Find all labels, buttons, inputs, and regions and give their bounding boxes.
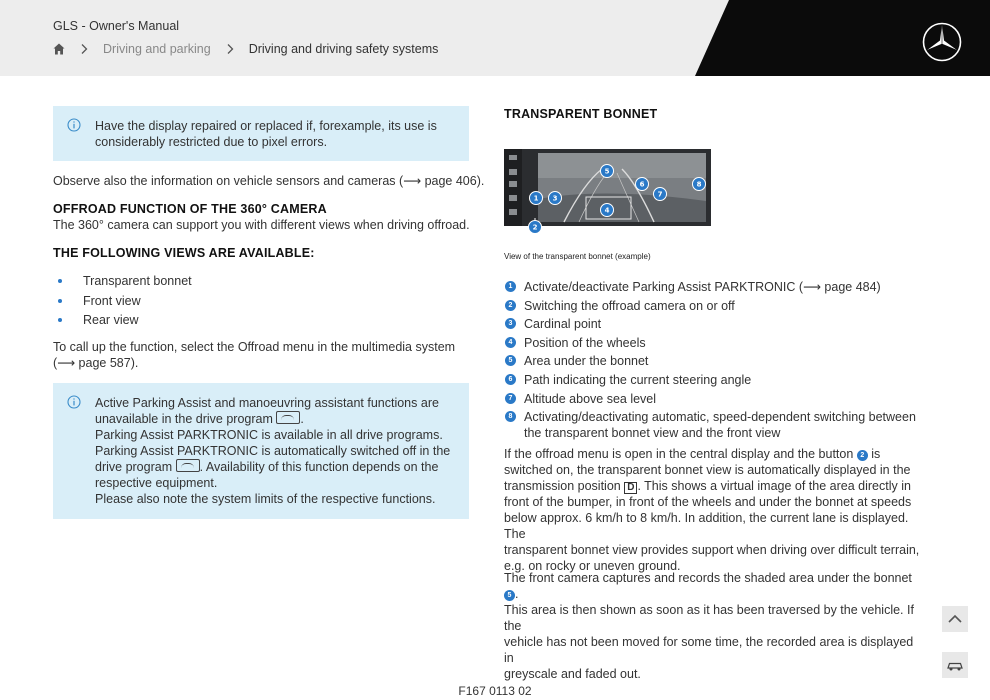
note-line: Active Parking Assist and manoeuvring assistant functions are <box>95 396 439 410</box>
info-icon <box>67 118 81 132</box>
note-line: respective equipment. <box>95 476 218 490</box>
legend-text: Activating/deactivating automatic, speed-dependent switching between <box>524 410 916 425</box>
svg-text:7: 7 <box>657 190 663 199</box>
svg-text:5: 5 <box>604 167 610 176</box>
callout-number: 1 <box>505 281 516 292</box>
callout-number: 8 <box>505 411 516 422</box>
offroad-text: The 360° camera can support you with different views when driving offroad. <box>53 218 470 232</box>
image-reference-code: F167 0113 02 <box>458 684 532 698</box>
callout-number: 4 <box>505 337 516 348</box>
note-line: Parking Assist PARKTRONIC is available in all drive programs. <box>95 428 443 442</box>
svg-text:4: 4 <box>604 206 610 215</box>
para-line: switched on, the transparent bonnet view is automatically displayed in the <box>504 463 911 477</box>
para-text: transmission position <box>504 479 621 493</box>
para-text: is <box>871 447 881 461</box>
callout-number: 6 <box>505 374 516 385</box>
note-line: Parking Assist PARKTRONIC is automatically switched off in the <box>95 444 451 458</box>
note-line: considerably restricted due to pixel errors. <box>95 135 328 149</box>
observe-text: Observe also the information on vehicle sensors and cameras (⟶ page 406). <box>53 174 485 188</box>
list-item: Front view <box>53 293 192 309</box>
callout-number: 2 <box>505 300 516 311</box>
list-item: Transparent bonnet <box>53 273 192 289</box>
transparent-bonnet-heading: TRANSPARENT BONNET <box>504 107 658 121</box>
svg-text:1: 1 <box>533 194 539 203</box>
note-text: drive program <box>95 460 173 474</box>
scroll-to-top-button[interactable] <box>942 606 968 632</box>
chevron-right-icon <box>79 43 89 55</box>
header-black-panel <box>0 0 990 76</box>
para-line <box>504 446 924 462</box>
callout-number: 5 <box>504 590 515 601</box>
breadcrumb-driving-safety-systems[interactable]: Driving and driving safety systems <box>248 42 439 56</box>
page-header <box>0 0 990 76</box>
callup-text <box>53 339 455 371</box>
list-item <box>504 372 924 388</box>
offroad-drive-program-icon <box>276 411 300 424</box>
list-item <box>504 279 924 295</box>
views-heading: THE FOLLOWING VIEWS ARE AVAILABLE: <box>53 246 315 260</box>
para-text: The front camera captures and records the shaded area under the bonnet <box>504 571 912 585</box>
mercedes-star-logo <box>922 22 962 62</box>
callup-line: (⟶ page 587). <box>53 356 139 370</box>
para-line: e.g. on rocky or uneven ground. <box>504 559 681 573</box>
vehicle-menu-button[interactable] <box>942 652 968 678</box>
list-item <box>504 409 924 441</box>
legend-text: Area under the bonnet <box>524 354 649 369</box>
note-line <box>95 459 451 475</box>
legend-text: Cardinal point <box>524 317 602 332</box>
callout-number: 5 <box>505 355 516 366</box>
offroad-heading: OFFROAD FUNCTION OF THE 360° CAMERA <box>53 202 327 216</box>
svg-text:3: 3 <box>552 194 558 203</box>
info-note-parking <box>53 383 469 519</box>
para-line: below approx. 6 km/h to 8 km/h. In addition, the current lane is displayed. The <box>504 511 909 541</box>
legend-text: Altitude above sea level <box>524 391 657 406</box>
list-item <box>504 353 924 369</box>
list-item: Rear view <box>53 312 192 328</box>
front-camera-paragraph <box>504 570 924 682</box>
note-text: unavailable in the drive program <box>95 412 273 426</box>
list-item <box>504 316 924 332</box>
para-line <box>504 570 924 602</box>
legend-text: the transparent bonnet view and the front view <box>524 426 781 441</box>
image-caption: View of the transparent bonnet (example) <box>504 252 651 261</box>
chevron-right-icon <box>225 43 235 55</box>
para-line: greyscale and faded out. <box>504 667 641 681</box>
views-list <box>53 273 192 332</box>
transparent-bonnet-paragraph <box>504 446 924 574</box>
info-icon <box>67 395 81 409</box>
legend-text: Activate/deactivate Parking Assist PARKTRONIC (⟶ page 484) <box>524 280 881 294</box>
legend-text: Path indicating the current steering angle <box>524 372 752 387</box>
home-icon[interactable] <box>53 43 65 55</box>
para-text: . This shows a virtual image of the area directly in <box>637 479 911 493</box>
callout-number: 2 <box>857 450 868 461</box>
callout-2-marker <box>504 218 544 238</box>
note-line: Have the display repaired or replaced if, forexample, its use is <box>95 119 437 133</box>
breadcrumb-driving-and-parking[interactable]: Driving and parking <box>103 42 211 56</box>
para-line: vehicle has not been moved for some time, the recorded area is displayed in <box>504 635 914 665</box>
callup-line: To call up the function, select the Offroad menu in the multimedia system <box>53 340 456 354</box>
list-item <box>504 298 924 314</box>
para-line <box>504 478 924 494</box>
svg-text:6: 6 <box>639 180 645 189</box>
note-line: Please also note the system limits of the respective functions. <box>95 492 436 506</box>
note-line: unavailable in the drive program . <box>95 412 304 426</box>
callout-number: 3 <box>505 318 516 329</box>
list-item <box>504 335 924 351</box>
list-item <box>504 391 924 407</box>
para-line: front of the bumper, in front of the wheels and under the bonnet at speeds <box>504 495 912 509</box>
para-line: transparent bonnet view provides support when driving over difficult terrain, <box>504 543 920 557</box>
svg-text:2: 2 <box>532 223 538 232</box>
legend-text: Position of the wheels <box>524 335 646 350</box>
para-line: This area is then shown as soon as it has been traversed by the vehicle. If the <box>504 603 914 633</box>
breadcrumb <box>53 42 438 56</box>
info-note-display <box>53 106 469 161</box>
transparent-bonnet-screen-image <box>504 149 711 226</box>
para-text: If the offroad menu is open in the central display and the button <box>504 447 854 461</box>
callout-number: 7 <box>505 393 516 404</box>
callout-legend <box>504 279 924 444</box>
offroad-drive-program-icon <box>176 459 200 472</box>
legend-text: Switching the offroad camera on or off <box>524 298 735 313</box>
svg-text:8: 8 <box>696 180 702 189</box>
transmission-d-symbol: D <box>624 482 637 494</box>
car-icon <box>942 652 968 678</box>
manual-title: GLS - Owner's Manual <box>53 19 180 33</box>
chevron-up-icon <box>942 606 968 632</box>
para-text: . <box>515 587 519 601</box>
note-text: . Availability of this function depends on the <box>199 460 439 474</box>
